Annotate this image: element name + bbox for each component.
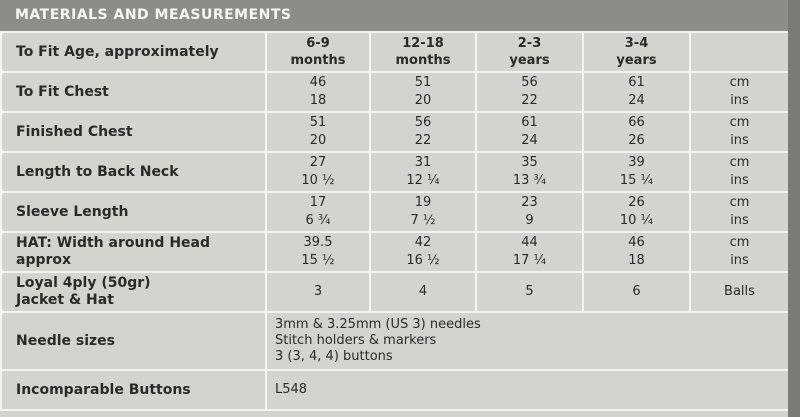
table-row	[1, 72, 789, 112]
unit-cell: cm ins	[690, 232, 789, 272]
value-cell: 42 16 ½	[370, 232, 476, 272]
unit-cell: cm ins	[690, 72, 789, 112]
value-cell: 35 13 ¾	[476, 152, 583, 192]
size-header: 3-4 years	[583, 32, 690, 72]
value-cell: 4	[370, 272, 476, 312]
value-cell: 46 18	[266, 72, 370, 112]
row-label: Sleeve Length	[1, 192, 266, 232]
value-cell: 5	[476, 272, 583, 312]
unit-cell: cm ins	[690, 192, 789, 232]
unit-cell: cm ins	[690, 112, 789, 152]
value-cell: 61 24	[583, 72, 690, 112]
value-cell: 39 15 ¼	[583, 152, 690, 192]
notes-cell: 3mm & 3.25mm (US 3) needles Stitch holders & markers 3 (3, 4, 4) buttons	[266, 312, 789, 370]
table-row	[1, 112, 789, 152]
value-cell: 46 18	[583, 232, 690, 272]
table-row-buttons	[1, 370, 789, 410]
value-cell: 27 10 ½	[266, 152, 370, 192]
measurements-table	[0, 31, 790, 411]
row-label: Finished Chest	[1, 112, 266, 152]
value-cell: 39.5 15 ½	[266, 232, 370, 272]
value-cell: 66 26	[583, 112, 690, 152]
table-row	[1, 192, 789, 232]
size-header: 6-9 months	[266, 32, 370, 72]
value-cell: 56 22	[476, 72, 583, 112]
size-header: 12-18 months	[370, 32, 476, 72]
table-row	[1, 232, 789, 272]
value-cell: 3	[266, 272, 370, 312]
value-cell: 51 20	[266, 112, 370, 152]
section-header	[0, 0, 800, 33]
table-row	[1, 152, 789, 192]
value-cell: 6	[583, 272, 690, 312]
table-row-age	[1, 32, 789, 72]
size-header: 2-3 years	[476, 32, 583, 72]
value-cell: 31 12 ¼	[370, 152, 476, 192]
value-cell: 19 7 ½	[370, 192, 476, 232]
value-cell: 17 6 ¾	[266, 192, 370, 232]
row-label: HAT: Width around Head approx	[1, 232, 266, 272]
row-label: Needle sizes	[1, 312, 266, 370]
table-row-needles	[1, 312, 789, 370]
notes-cell: L548	[266, 370, 789, 410]
unit-cell: Balls	[690, 272, 789, 312]
unit-cell	[690, 32, 789, 72]
page-edge	[788, 0, 800, 417]
row-label: Length to Back Neck	[1, 152, 266, 192]
value-cell: 61 24	[476, 112, 583, 152]
value-cell: 56 22	[370, 112, 476, 152]
value-cell: 26 10 ¼	[583, 192, 690, 232]
row-label: Loyal 4ply (50gr) Jacket & Hat	[1, 272, 266, 312]
section-title: MATERIALS AND MEASUREMENTS	[15, 7, 292, 23]
row-label: Incomparable Buttons	[1, 370, 266, 410]
value-cell: 44 17 ¼	[476, 232, 583, 272]
table-row-yarn	[1, 272, 789, 312]
row-label: To Fit Age, approximately	[1, 32, 266, 72]
unit-cell: cm ins	[690, 152, 789, 192]
value-cell: 23 9	[476, 192, 583, 232]
value-cell: 51 20	[370, 72, 476, 112]
row-label: To Fit Chest	[1, 72, 266, 112]
